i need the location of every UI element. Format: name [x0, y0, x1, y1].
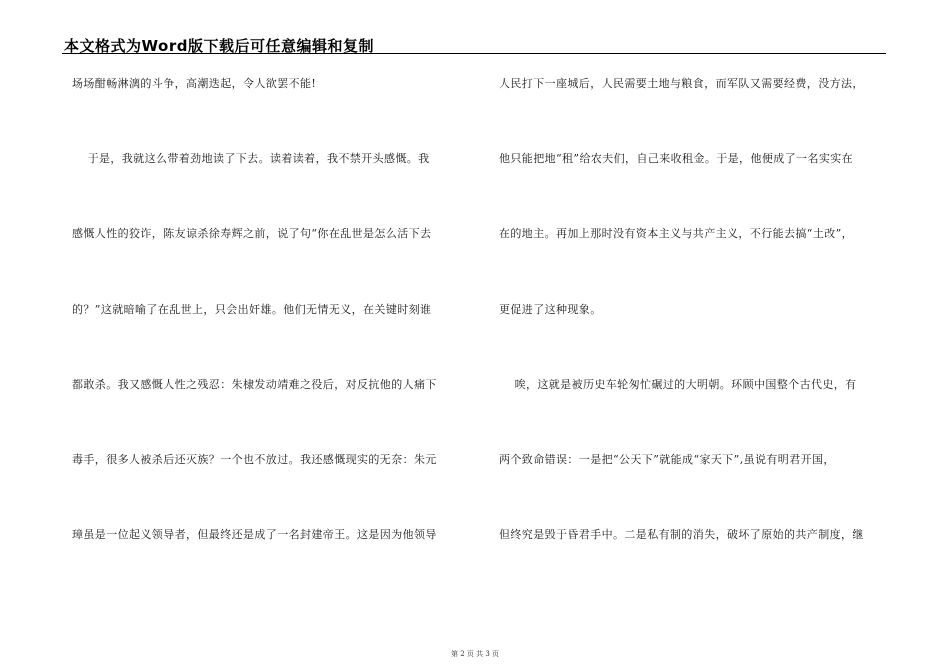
- text-line: 但终究是毁于昏君手中。二是私有制的消失，破坏了原始的共产制度，继: [499, 528, 864, 541]
- text-line: 毒手，很多人被杀后还灭族？一个也不放过。我还感慨现实的无奈：朱元: [72, 453, 437, 466]
- page-number-footer: 第 2 页 共 3 页: [450, 650, 500, 658]
- page-header-title: 本文格式为Word版下载后可任意编辑和复制: [64, 37, 374, 55]
- text-line: 场场酣畅淋漓的斗争，高潮迭起，令人欲罢不能!: [72, 77, 317, 90]
- text-line: 的？”这就暗喻了在乱世上，只会出奸雄。他们无情无义，在关键时刻谁: [72, 303, 432, 316]
- header-divider: [62, 53, 886, 54]
- text-line: 他只能把地“租”给农夫们，自己来收租金。于是，他便成了一名实实在: [499, 152, 854, 165]
- text-line: 唉，这就是被历史车轮匆忙碾过的大明朝。环顾中国整个古代史，有: [499, 378, 857, 391]
- text-line: 更促进了这种现象。: [499, 303, 602, 316]
- text-line: 人民打下一座城后，人民需要土地与粮食，而军队又需要经费，没方法，: [499, 77, 864, 90]
- text-line: 在的地主。再加上那时没有资本主义与共产主义，不行能去搞“土改”，: [499, 227, 854, 240]
- text-line: 都敢杀。我又感慨人性之残忍：朱棣发动靖难之役后，对反抗他的人痛下: [72, 378, 437, 391]
- text-line: 璋虽是一位起义领导者，但最终还是成了一名封建帝王。这是因为他领导: [72, 528, 437, 541]
- text-line: 感慨人性的狡诈，陈友谅杀徐寿辉之前，说了句“你在乱世是怎么活下去: [72, 227, 432, 240]
- text-line: 两个致命错误：一是把“公天下”就能成“家天下”,虽说有明君开国，: [499, 453, 835, 466]
- text-line: 于是，我就这么带着劲地读了下去。读着读着，我不禁开头感慨。我: [72, 152, 430, 165]
